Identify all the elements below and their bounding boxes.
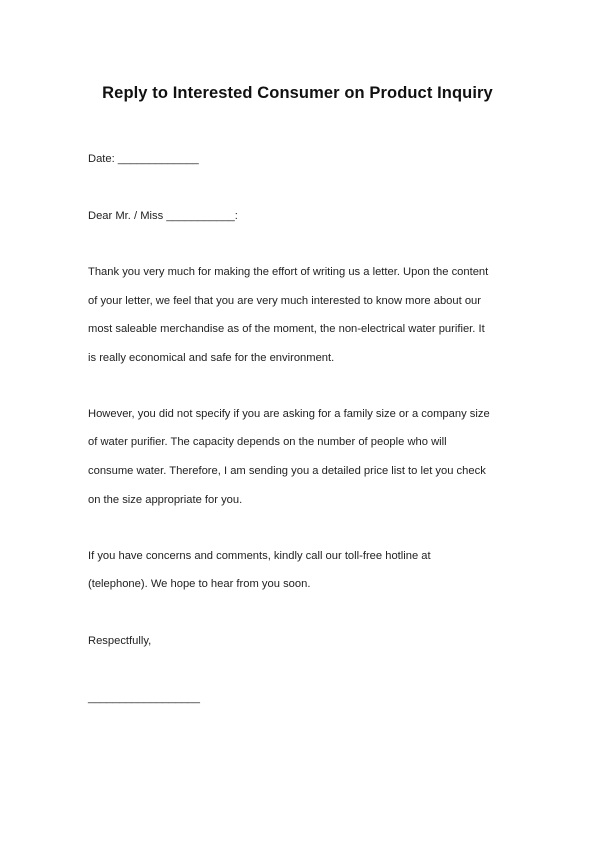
salutation: Dear Mr. / Miss ___________:	[88, 210, 238, 222]
paragraph-3-line: If you have concerns and comments, kindly call our toll-free hotline at	[88, 550, 431, 562]
paragraph-3-line: (telephone). We hope to hear from you soon.	[88, 578, 311, 590]
paragraph-1-line: most saleable merchandise as of the moment, the non-electrical water purifier. It	[88, 323, 485, 335]
paragraph-1-line: is really economical and safe for the environment.	[88, 352, 335, 364]
paragraph-2-line: However, you did not specify if you are asking for a family size or a company size	[88, 408, 490, 420]
paragraph-1-line: Thank you very much for making the effort of writing us a letter. Upon the content	[88, 266, 489, 278]
closing: Respectfully,	[88, 635, 152, 647]
letter-title: Reply to Interested Consumer on Product Inquiry	[102, 84, 493, 102]
signature-line: __________________	[88, 692, 200, 704]
paragraph-2-line: on the size appropriate for you.	[88, 494, 243, 506]
date-line: Date: _____________	[88, 153, 199, 165]
paragraph-2-line: of water purifier. The capacity depends on the number of people who will	[88, 436, 447, 448]
paragraph-2-line: consume water. Therefore, I am sending you a detailed price list to let you check	[88, 465, 486, 477]
paragraph-1-line: of your letter, we feel that you are very much interested to know more about our	[88, 295, 482, 307]
